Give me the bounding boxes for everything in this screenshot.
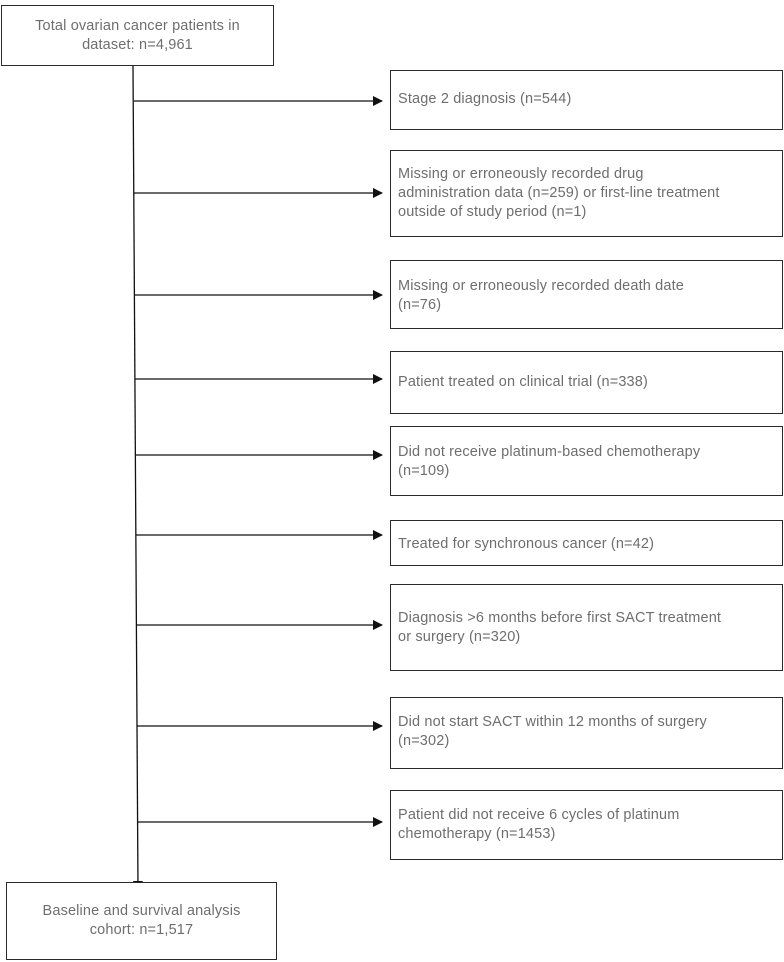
exclusion-text-line: Did not start SACT within 12 months of surgery [398, 714, 707, 730]
exclusion-box-death-date [390, 260, 783, 329]
exclusion-text-line: or surgery (n=320) [398, 629, 521, 645]
start-box-line-1: Total ovarian cancer patients in [35, 17, 240, 34]
exclusion-text-line: (n=76) [398, 297, 442, 313]
exclusion-text-line: chemotherapy (n=1453) [398, 826, 556, 842]
exclusion-box-platinum-cycles [390, 790, 783, 860]
exclusion-box-diagnosis-timing [390, 584, 783, 671]
exclusion-box-clinical-trial [390, 351, 783, 414]
exclusion-box-stage2 [390, 70, 783, 130]
exclusion-box-sact-start [390, 697, 783, 769]
exclusion-text-line: (n=302) [398, 733, 450, 749]
main-flow-line [133, 66, 138, 890]
exclusion-text-line: Patient did not receive 6 cycles of platinum [398, 807, 680, 823]
exclusion-text-line: Missing or erroneously recorded death date [398, 278, 684, 294]
exclusion-box-synchronous-cancer [390, 520, 783, 566]
start-box-line-2: dataset: n=4,961 [82, 36, 193, 53]
exclusion-text-line: administration data (n=259) or first-line treatment [398, 185, 720, 201]
exclusion-text-line: outside of study period (n=1) [398, 204, 587, 220]
exclusion-text-line: Diagnosis >6 months before first SACT treatment [398, 610, 722, 626]
exclusion-text-line: Stage 2 diagnosis (n=544) [398, 91, 572, 107]
exclusion-text-line: Patient treated on clinical trial (n=338) [398, 374, 648, 390]
exclusion-text-line: (n=109) [398, 463, 450, 479]
exclusion-text-line: Treated for synchronous cancer (n=42) [398, 536, 655, 552]
end-box-line-1: Baseline and survival analysis [42, 903, 241, 919]
exclusion-box-drug-data [390, 150, 783, 237]
exclusion-text-line: Missing or erroneously recorded drug [398, 166, 644, 182]
end-box-analysis-cohort [6, 882, 277, 960]
exclusion-box-no-platinum [390, 426, 783, 496]
exclusion-text-line: Did not receive platinum-based chemotherapy [398, 444, 701, 460]
end-box-line-2: cohort: n=1,517 [89, 922, 194, 938]
start-box-total-patients [1, 5, 274, 66]
